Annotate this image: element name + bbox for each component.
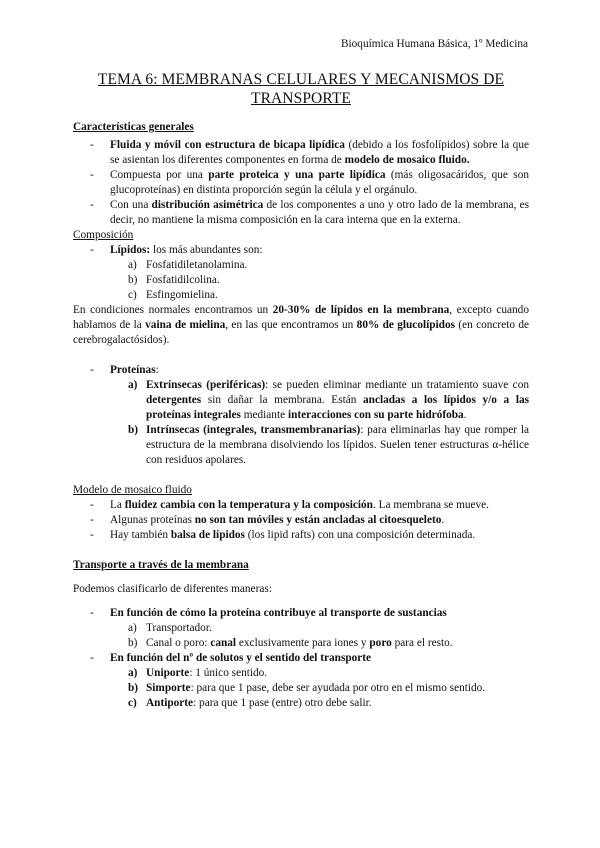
transporte-sublist <box>110 621 529 651</box>
text-run: Transportador. <box>146 622 212 634</box>
text-run: (debido a los fosfolípidos) sobre la que se asientan los diferentes componentes en forma de <box>110 139 529 166</box>
proteinas-list <box>73 363 529 468</box>
sublist-item <box>110 378 529 423</box>
list-item <box>73 528 529 543</box>
text-run: Algunas proteínas <box>110 514 195 526</box>
text-run: En condiciones normales encontramos un <box>73 304 273 316</box>
sublist-item <box>110 666 529 681</box>
list-marker: b) <box>128 682 139 694</box>
bold-text: fluidez cambia con la temperatura y la composición <box>124 499 373 511</box>
sublist-item <box>110 636 529 651</box>
list-marker: a) <box>128 259 137 271</box>
list-marker: c) <box>128 697 137 709</box>
list-item <box>73 198 529 228</box>
sublist-item <box>110 621 529 636</box>
spacer <box>73 543 529 558</box>
sublist-item <box>110 681 529 696</box>
text-run: mediante <box>240 409 288 421</box>
sublist-item <box>110 423 529 468</box>
text-run: : para eliminarlas hay que romper la estructura de la membrana disolviendo los lípidos. Suelen tener estructuras α-hélice con residuos apolares. <box>146 424 529 466</box>
text-run: Canal o poro: <box>146 637 211 649</box>
text-run: exclusivamente para iones y <box>236 637 370 649</box>
lipidos-sublist <box>110 258 529 303</box>
bold-text: Simporte <box>146 682 191 694</box>
text-run: , excepto cuando hablamos de la <box>73 304 529 331</box>
document-title: TEMA 6: MEMBRANAS CELULARES Y MECANISMOS DE TRANSPORTE <box>97 71 505 107</box>
bold-text: Intrínsecas (integrales, transmembranarias) <box>146 424 361 436</box>
bold-text: balsa de lípidos <box>170 529 245 541</box>
text-run: : 1 único sentido. <box>189 667 268 679</box>
bold-text: ancladas a los lípidos y/o a las proteínas integrales <box>146 394 529 421</box>
sublist-item-text: Esfingomielina. <box>146 289 218 301</box>
bold-text: Antiporte <box>146 697 194 709</box>
section-heading-composicion: Composición <box>73 229 134 241</box>
document-body <box>73 70 529 711</box>
list-marker: b) <box>128 274 138 286</box>
text-run: . La membrana se mueve. <box>372 499 490 511</box>
list-marker: a) <box>128 667 138 679</box>
lipidos-label: Lípidos: <box>110 244 151 256</box>
bold-text: distribución asimétrica <box>151 199 264 211</box>
text-run: (en concreto de cerebrogalactósidos). <box>73 319 529 346</box>
list-marker: a) <box>128 379 138 391</box>
section-heading-mosaico: Modelo de mosaico fluido <box>73 484 192 496</box>
text-run: : se pueden eliminar mediante un tratamiento suave con <box>265 379 529 391</box>
section-heading-transporte: Transporte a través de la membrana <box>73 559 249 571</box>
text-run: de los componentes a uno y otro lado de la membrana, es decir, no mantiene la misma composición en la cara interna que en la externa. <box>110 199 529 226</box>
bold-text: poro <box>369 637 392 649</box>
bold-text: canal <box>210 637 237 649</box>
list-item-lipidos <box>73 243 529 303</box>
transporte-list <box>73 606 529 711</box>
bold-text: interacciones con su parte hidrófoba <box>287 409 464 421</box>
transporte-sublist <box>110 666 529 711</box>
sublist-item <box>110 288 529 303</box>
spacer <box>73 597 529 606</box>
text-run: Hay también <box>110 529 171 541</box>
text-run: . <box>441 514 445 526</box>
list-marker: b) <box>128 424 139 436</box>
spacer <box>73 348 529 363</box>
sublist-item-text: Fosfatidilcolina. <box>146 274 220 286</box>
sublist-item-text <box>146 697 372 709</box>
bold-text: 20-30% de lípidos en la membrana <box>272 304 450 316</box>
list-marker: b) <box>128 637 138 649</box>
bold-text: Fluida y móvil con estructura de bicapa lipídica <box>110 139 345 151</box>
sublist-item-text <box>146 424 529 466</box>
transporte-intro: Podemos clasificarlo de diferentes maneras: <box>73 583 272 595</box>
sublist-item-text <box>146 622 212 634</box>
text-run: , en las que encontramos un <box>225 319 357 331</box>
proteinas-sublist <box>110 378 529 468</box>
bold-text: parte proteica y una parte lipídica <box>208 169 386 181</box>
text-run: Compuesta por una <box>110 169 209 181</box>
list-item <box>73 168 529 198</box>
sublist-item <box>110 696 529 711</box>
list-marker: a) <box>128 622 137 634</box>
spacer <box>73 468 529 483</box>
bold-text: Extrínsecas (periféricas) <box>146 379 266 391</box>
list-item-transporte-proteina <box>73 606 529 651</box>
bold-text: modelo de mosaico fluido. <box>344 154 470 166</box>
list-item-transporte-solutos <box>73 651 529 711</box>
section-mosaico <box>73 483 529 543</box>
list-item <box>73 498 529 513</box>
text-run: . <box>463 409 467 421</box>
page-header: Bioquímica Humana Básica, 1º Medicina <box>340 38 528 50</box>
transporte-group-label: En función del nº de solutos y el sentido del transporte <box>110 652 372 664</box>
lipidos-paragraph <box>73 303 529 348</box>
bold-text: Uniporte <box>146 667 190 679</box>
text-run: sin dañar la membrana. Están <box>201 394 364 406</box>
section-transporte <box>73 558 529 711</box>
list-item <box>73 513 529 528</box>
bold-text: 80% de glucolípidos <box>356 319 455 331</box>
sublist-item-text: Fosfatidiletanolamina. <box>146 259 248 271</box>
list-marker: c) <box>128 289 137 301</box>
lipidos-list <box>73 243 529 303</box>
proteinas-label: Proteínas <box>110 364 156 376</box>
mosaico-list <box>73 498 529 543</box>
transporte-group-label: En función de cómo la proteína contribuye al transporte de sustancias <box>110 607 447 619</box>
sublist-item <box>110 273 529 288</box>
bold-text: no son tan móviles y están ancladas al citoesqueleto <box>194 514 442 526</box>
sublist-item-text <box>146 637 453 649</box>
text-run: (más oligosacáridos, que son glucoproteínas) en distinta proporción según la célula y el orgánulo. <box>110 169 530 196</box>
text-run: : para que 1 pase (entre) otro debe salir. <box>193 697 372 709</box>
lipidos-text: los más abundantes son: <box>150 244 263 256</box>
sublist-item-text <box>146 682 485 694</box>
list-item <box>73 138 529 168</box>
list-item-proteinas <box>73 363 529 468</box>
text-run: : para que 1 pase, debe ser ayudada por otro en el mismo sentido. <box>190 682 486 694</box>
text-run: Con una <box>110 199 152 211</box>
text-run: (los lipid rafts) con una composición determinada. <box>244 529 476 541</box>
proteinas-text: : <box>155 364 159 376</box>
sublist-item-text <box>146 379 529 421</box>
section-composicion <box>73 228 529 468</box>
section-caracteristicas <box>73 120 529 228</box>
sublist-item <box>110 258 529 273</box>
section-heading-caracteristicas: Características generales <box>73 121 194 133</box>
text-run: La <box>110 499 125 511</box>
sublist-item-text <box>146 667 267 679</box>
bold-text: vaina de mielina <box>145 319 226 331</box>
text-run: para el resto. <box>391 637 453 649</box>
caracteristicas-list <box>73 138 529 228</box>
bold-text: detergentes <box>146 394 202 406</box>
